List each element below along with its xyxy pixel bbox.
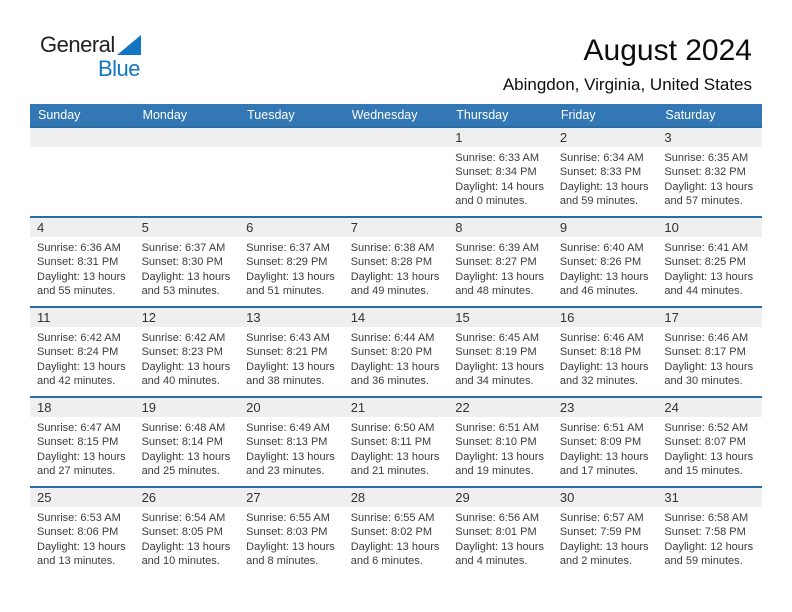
sunset-text: Sunset: 8:09 PM xyxy=(559,436,642,449)
sunset-text: Sunset: 8:02 PM xyxy=(350,526,433,539)
day-info xyxy=(239,507,344,569)
day-cell-30 xyxy=(553,488,658,576)
logo-word-blue: Blue xyxy=(98,56,141,81)
date-number: 28 xyxy=(350,490,366,505)
date-band xyxy=(657,128,762,147)
day-cell-4 xyxy=(30,218,135,306)
date-number: 21 xyxy=(350,400,366,415)
sunset-text: Sunset: 8:34 PM xyxy=(455,166,537,179)
date-band xyxy=(657,398,762,417)
daylight-text: Daylight: 13 hours and 44 minutes. xyxy=(664,270,754,298)
sunset-text: Sunset: 8:13 PM xyxy=(246,436,328,449)
date-number: 13 xyxy=(246,310,261,325)
page-subtitle: Abingdon, Virginia, United States xyxy=(502,75,752,94)
sunrise-text: Sunrise: 6:49 AM xyxy=(246,422,330,434)
date-number: 31 xyxy=(664,490,679,505)
day-cell-23 xyxy=(553,398,658,486)
day-cell-27 xyxy=(239,488,344,576)
daylight-text: Daylight: 13 hours and 57 minutes. xyxy=(664,180,754,208)
day-cell-12 xyxy=(135,308,240,396)
day-info xyxy=(657,507,762,569)
sunset-text: Sunset: 8:19 PM xyxy=(455,346,537,359)
day-info xyxy=(448,507,553,569)
daylight-text: Daylight: 13 hours and 23 minutes. xyxy=(246,450,335,478)
day-cell-6 xyxy=(239,218,344,306)
date-band xyxy=(657,488,762,507)
day-info xyxy=(239,327,344,389)
day-cell-3 xyxy=(657,128,762,216)
date-band xyxy=(344,308,449,327)
general-blue-logo xyxy=(30,32,210,81)
day-info xyxy=(239,237,344,299)
sunrise-text: Sunrise: 6:45 AM xyxy=(455,332,540,344)
sunset-text: Sunset: 8:05 PM xyxy=(141,526,223,539)
daylight-text: Daylight: 13 hours and 53 minutes. xyxy=(141,270,231,298)
date-band xyxy=(239,488,344,507)
sunset-text: Sunset: 8:11 PM xyxy=(350,436,432,449)
daylight-text: Daylight: 13 hours and 13 minutes. xyxy=(37,540,126,568)
sunrise-text: Sunrise: 6:36 AM xyxy=(37,242,121,254)
sunrise-text: Sunrise: 6:41 AM xyxy=(664,242,749,254)
day-cell-21 xyxy=(344,398,449,486)
sunrise-text: Sunrise: 6:48 AM xyxy=(141,422,226,434)
daylight-text: Daylight: 13 hours and 49 minutes. xyxy=(350,270,440,298)
calendar-grid xyxy=(30,104,762,576)
daylight-text: Daylight: 13 hours and 30 minutes. xyxy=(664,360,754,388)
date-number: 20 xyxy=(246,400,261,415)
sunset-text: Sunset: 8:30 PM xyxy=(141,256,223,269)
daylight-text: Daylight: 13 hours and 27 minutes. xyxy=(37,450,126,478)
sunset-text: Sunset: 8:14 PM xyxy=(141,436,223,449)
date-band xyxy=(448,218,553,237)
day-cell-16 xyxy=(553,308,658,396)
daylight-text: Daylight: 13 hours and 55 minutes. xyxy=(37,270,126,298)
date-band xyxy=(344,398,449,417)
day-cell-9 xyxy=(553,218,658,306)
sunset-text: Sunset: 8:25 PM xyxy=(664,256,746,269)
date-number: 18 xyxy=(37,400,52,415)
sunset-text: Sunset: 8:21 PM xyxy=(246,346,328,359)
date-band xyxy=(448,488,553,507)
day-info xyxy=(448,327,553,389)
page-header xyxy=(30,34,762,95)
date-band xyxy=(553,218,658,237)
sunrise-text: Sunrise: 6:50 AM xyxy=(350,422,435,434)
sunset-text: Sunset: 8:31 PM xyxy=(37,256,119,269)
day-info xyxy=(553,507,658,569)
day-header-wednesday: Wednesday xyxy=(351,108,418,122)
sunrise-text: Sunrise: 6:58 AM xyxy=(664,512,749,524)
sunset-text: Sunset: 8:10 PM xyxy=(455,436,537,449)
page-title: August 2024 xyxy=(583,34,752,67)
date-band xyxy=(135,128,240,147)
sunrise-text: Sunrise: 6:39 AM xyxy=(455,242,540,254)
daylight-text: Daylight: 13 hours and 2 minutes. xyxy=(559,540,649,568)
day-cell-26 xyxy=(135,488,240,576)
sunset-text: Sunset: 8:26 PM xyxy=(559,256,642,269)
day-cell-8 xyxy=(448,218,553,306)
date-number: 26 xyxy=(141,490,157,505)
day-info xyxy=(448,237,553,299)
daylight-text: Daylight: 14 hours and 0 minutes. xyxy=(455,180,544,208)
sunset-text: Sunset: 8:07 PM xyxy=(664,436,746,449)
day-header-sunday: Sunday xyxy=(38,108,81,122)
day-cell-25 xyxy=(30,488,135,576)
sunset-text: Sunset: 7:58 PM xyxy=(664,526,746,539)
sunset-text: Sunset: 8:03 PM xyxy=(246,526,328,539)
day-info xyxy=(657,417,762,479)
date-number: 11 xyxy=(37,310,51,325)
sunrise-text: Sunrise: 6:53 AM xyxy=(37,512,121,524)
date-number: 6 xyxy=(246,220,254,235)
date-number: 30 xyxy=(559,490,575,505)
date-number: 14 xyxy=(350,310,366,325)
day-cell-17 xyxy=(657,308,762,396)
sunrise-text: Sunrise: 6:37 AM xyxy=(141,242,226,254)
sunrise-text: Sunrise: 6:33 AM xyxy=(455,152,540,164)
date-number: 5 xyxy=(141,220,149,235)
date-number: 23 xyxy=(559,400,575,415)
sunset-text: Sunset: 8:23 PM xyxy=(141,346,223,359)
daylight-text: Daylight: 13 hours and 25 minutes. xyxy=(141,450,231,478)
sunrise-text: Sunrise: 6:40 AM xyxy=(559,242,644,254)
day-cell-19 xyxy=(135,398,240,486)
day-cell-29 xyxy=(448,488,553,576)
day-info xyxy=(135,327,240,389)
week-row-1 xyxy=(30,126,762,216)
day-info xyxy=(553,237,658,299)
date-number: 12 xyxy=(141,310,157,325)
sunrise-text: Sunrise: 6:34 AM xyxy=(559,152,644,164)
day-info xyxy=(448,147,553,209)
date-band xyxy=(553,308,658,327)
day-info xyxy=(135,507,240,569)
day-info xyxy=(657,147,762,209)
day-cell-22 xyxy=(448,398,553,486)
title-block xyxy=(210,34,762,95)
day-info xyxy=(30,237,135,299)
sunrise-text: Sunrise: 6:51 AM xyxy=(455,422,540,434)
date-band xyxy=(30,128,135,147)
sunrise-text: Sunrise: 6:42 AM xyxy=(141,332,226,344)
date-number: 4 xyxy=(37,220,45,235)
day-cell-15 xyxy=(448,308,553,396)
day-header-tuesday: Tuesday xyxy=(247,108,295,122)
sunrise-text: Sunrise: 6:56 AM xyxy=(455,512,540,524)
empty-day-cell xyxy=(30,128,135,216)
sunset-text: Sunset: 8:33 PM xyxy=(559,166,642,179)
date-number: 24 xyxy=(664,400,679,415)
day-cell-10 xyxy=(657,218,762,306)
date-number: 27 xyxy=(246,490,261,505)
date-number: 16 xyxy=(559,310,575,325)
date-number: 15 xyxy=(455,310,470,325)
daylight-text: Daylight: 13 hours and 10 minutes. xyxy=(141,540,231,568)
day-header-monday: Monday xyxy=(142,108,188,122)
date-band xyxy=(135,218,240,237)
day-cell-7 xyxy=(344,218,449,306)
sunset-text: Sunset: 8:24 PM xyxy=(37,346,119,359)
sunset-text: Sunset: 8:27 PM xyxy=(455,256,537,269)
sunset-text: Sunset: 8:18 PM xyxy=(559,346,642,359)
daylight-text: Daylight: 13 hours and 34 minutes. xyxy=(455,360,544,388)
sunrise-text: Sunrise: 6:47 AM xyxy=(37,422,121,434)
date-number: 19 xyxy=(141,400,157,415)
sunset-text: Sunset: 8:32 PM xyxy=(664,166,746,179)
day-info xyxy=(448,417,553,479)
daylight-text: Daylight: 13 hours and 48 minutes. xyxy=(455,270,544,298)
date-number: 22 xyxy=(455,400,470,415)
daylight-text: Daylight: 13 hours and 15 minutes. xyxy=(664,450,754,478)
date-number: 17 xyxy=(664,310,679,325)
day-info xyxy=(344,327,449,389)
date-number: 1 xyxy=(455,130,463,145)
sunrise-text: Sunrise: 6:57 AM xyxy=(559,512,644,524)
day-info xyxy=(553,417,658,479)
sunset-text: Sunset: 8:06 PM xyxy=(37,526,119,539)
day-info xyxy=(344,417,449,479)
daylight-text: Daylight: 12 hours and 59 minutes. xyxy=(664,540,754,568)
sunset-text: Sunset: 8:17 PM xyxy=(664,346,746,359)
daylight-text: Daylight: 13 hours and 6 minutes. xyxy=(350,540,440,568)
empty-day-cell xyxy=(239,128,344,216)
daylight-text: Daylight: 13 hours and 59 minutes. xyxy=(559,180,649,208)
sunrise-text: Sunrise: 6:44 AM xyxy=(350,332,435,344)
daylight-text: Daylight: 13 hours and 46 minutes. xyxy=(559,270,649,298)
day-header-saturday: Saturday xyxy=(665,108,716,122)
sunset-text: Sunset: 8:01 PM xyxy=(455,526,537,539)
day-cell-24 xyxy=(657,398,762,486)
sunrise-text: Sunrise: 6:42 AM xyxy=(37,332,121,344)
sunset-text: Sunset: 8:28 PM xyxy=(350,256,433,269)
sunrise-text: Sunrise: 6:52 AM xyxy=(664,422,749,434)
date-band xyxy=(448,398,553,417)
date-number: 10 xyxy=(664,220,679,235)
daylight-text: Daylight: 13 hours and 19 minutes. xyxy=(455,450,544,478)
day-header-thursday: Thursday xyxy=(456,108,509,122)
date-band xyxy=(553,128,658,147)
day-header-friday: Friday xyxy=(560,108,596,122)
sunset-text: Sunset: 8:20 PM xyxy=(350,346,433,359)
date-number: 7 xyxy=(350,220,358,235)
sunrise-text: Sunrise: 6:46 AM xyxy=(559,332,644,344)
day-info xyxy=(657,237,762,299)
daylight-text: Daylight: 13 hours and 21 minutes. xyxy=(350,450,440,478)
day-cell-13 xyxy=(239,308,344,396)
date-band xyxy=(553,398,658,417)
daylight-text: Daylight: 13 hours and 36 minutes. xyxy=(350,360,440,388)
daylight-text: Daylight: 13 hours and 40 minutes. xyxy=(141,360,231,388)
day-info xyxy=(239,417,344,479)
date-band xyxy=(448,308,553,327)
date-band xyxy=(448,128,553,147)
sunrise-text: Sunrise: 6:46 AM xyxy=(664,332,749,344)
sunrise-text: Sunrise: 6:38 AM xyxy=(350,242,435,254)
day-cell-14 xyxy=(344,308,449,396)
date-band xyxy=(30,398,135,417)
date-number: 3 xyxy=(664,130,672,145)
day-cell-2 xyxy=(553,128,658,216)
day-info xyxy=(30,507,135,569)
date-band xyxy=(135,308,240,327)
date-band xyxy=(239,218,344,237)
calendar-weeks xyxy=(30,126,762,576)
sunrise-text: Sunrise: 6:54 AM xyxy=(141,512,226,524)
day-cell-5 xyxy=(135,218,240,306)
day-info xyxy=(135,417,240,479)
week-row-2 xyxy=(30,216,762,306)
day-cell-11 xyxy=(30,308,135,396)
day-info xyxy=(657,327,762,389)
date-band xyxy=(239,308,344,327)
date-band xyxy=(344,128,449,147)
date-band xyxy=(239,398,344,417)
logo-word-general: General xyxy=(40,32,115,57)
day-cell-18 xyxy=(30,398,135,486)
daylight-text: Daylight: 13 hours and 17 minutes. xyxy=(559,450,649,478)
sunset-text: Sunset: 8:29 PM xyxy=(246,256,328,269)
daylight-text: Daylight: 13 hours and 4 minutes. xyxy=(455,540,544,568)
date-band xyxy=(344,488,449,507)
empty-day-cell xyxy=(135,128,240,216)
date-band xyxy=(344,218,449,237)
sunset-text: Sunset: 8:15 PM xyxy=(37,436,119,449)
sunrise-text: Sunrise: 6:55 AM xyxy=(246,512,330,524)
day-info xyxy=(30,327,135,389)
empty-day-cell xyxy=(344,128,449,216)
day-info xyxy=(344,237,449,299)
daylight-text: Daylight: 13 hours and 42 minutes. xyxy=(37,360,126,388)
day-info xyxy=(344,507,449,569)
day-info xyxy=(553,327,658,389)
day-info xyxy=(135,237,240,299)
date-band xyxy=(239,128,344,147)
date-number: 25 xyxy=(37,490,52,505)
sunrise-text: Sunrise: 6:51 AM xyxy=(559,422,644,434)
daylight-text: Daylight: 13 hours and 38 minutes. xyxy=(246,360,335,388)
date-number: 9 xyxy=(559,220,568,235)
date-number: 8 xyxy=(455,220,463,235)
sunrise-text: Sunrise: 6:35 AM xyxy=(664,152,749,164)
week-row-3 xyxy=(30,306,762,396)
day-cell-31 xyxy=(657,488,762,576)
sunset-text: Sunset: 7:59 PM xyxy=(559,526,642,539)
week-row-5 xyxy=(30,486,762,576)
date-band xyxy=(657,218,762,237)
date-number: 29 xyxy=(455,490,470,505)
day-info xyxy=(553,147,658,209)
daylight-text: Daylight: 13 hours and 51 minutes. xyxy=(246,270,335,298)
day-cell-20 xyxy=(239,398,344,486)
daylight-text: Daylight: 13 hours and 32 minutes. xyxy=(559,360,649,388)
day-cell-28 xyxy=(344,488,449,576)
date-band xyxy=(553,488,658,507)
day-cell-1 xyxy=(448,128,553,216)
daylight-text: Daylight: 13 hours and 8 minutes. xyxy=(246,540,335,568)
day-info xyxy=(30,417,135,479)
sunrise-text: Sunrise: 6:37 AM xyxy=(246,242,330,254)
sunrise-text: Sunrise: 6:55 AM xyxy=(350,512,435,524)
date-number: 2 xyxy=(559,130,568,145)
date-band xyxy=(30,488,135,507)
date-band xyxy=(30,218,135,237)
date-band xyxy=(135,398,240,417)
date-band xyxy=(135,488,240,507)
date-band xyxy=(30,308,135,327)
date-band xyxy=(657,308,762,327)
day-of-week-header-row xyxy=(30,104,762,126)
week-row-4 xyxy=(30,396,762,486)
sunrise-text: Sunrise: 6:43 AM xyxy=(246,332,330,344)
